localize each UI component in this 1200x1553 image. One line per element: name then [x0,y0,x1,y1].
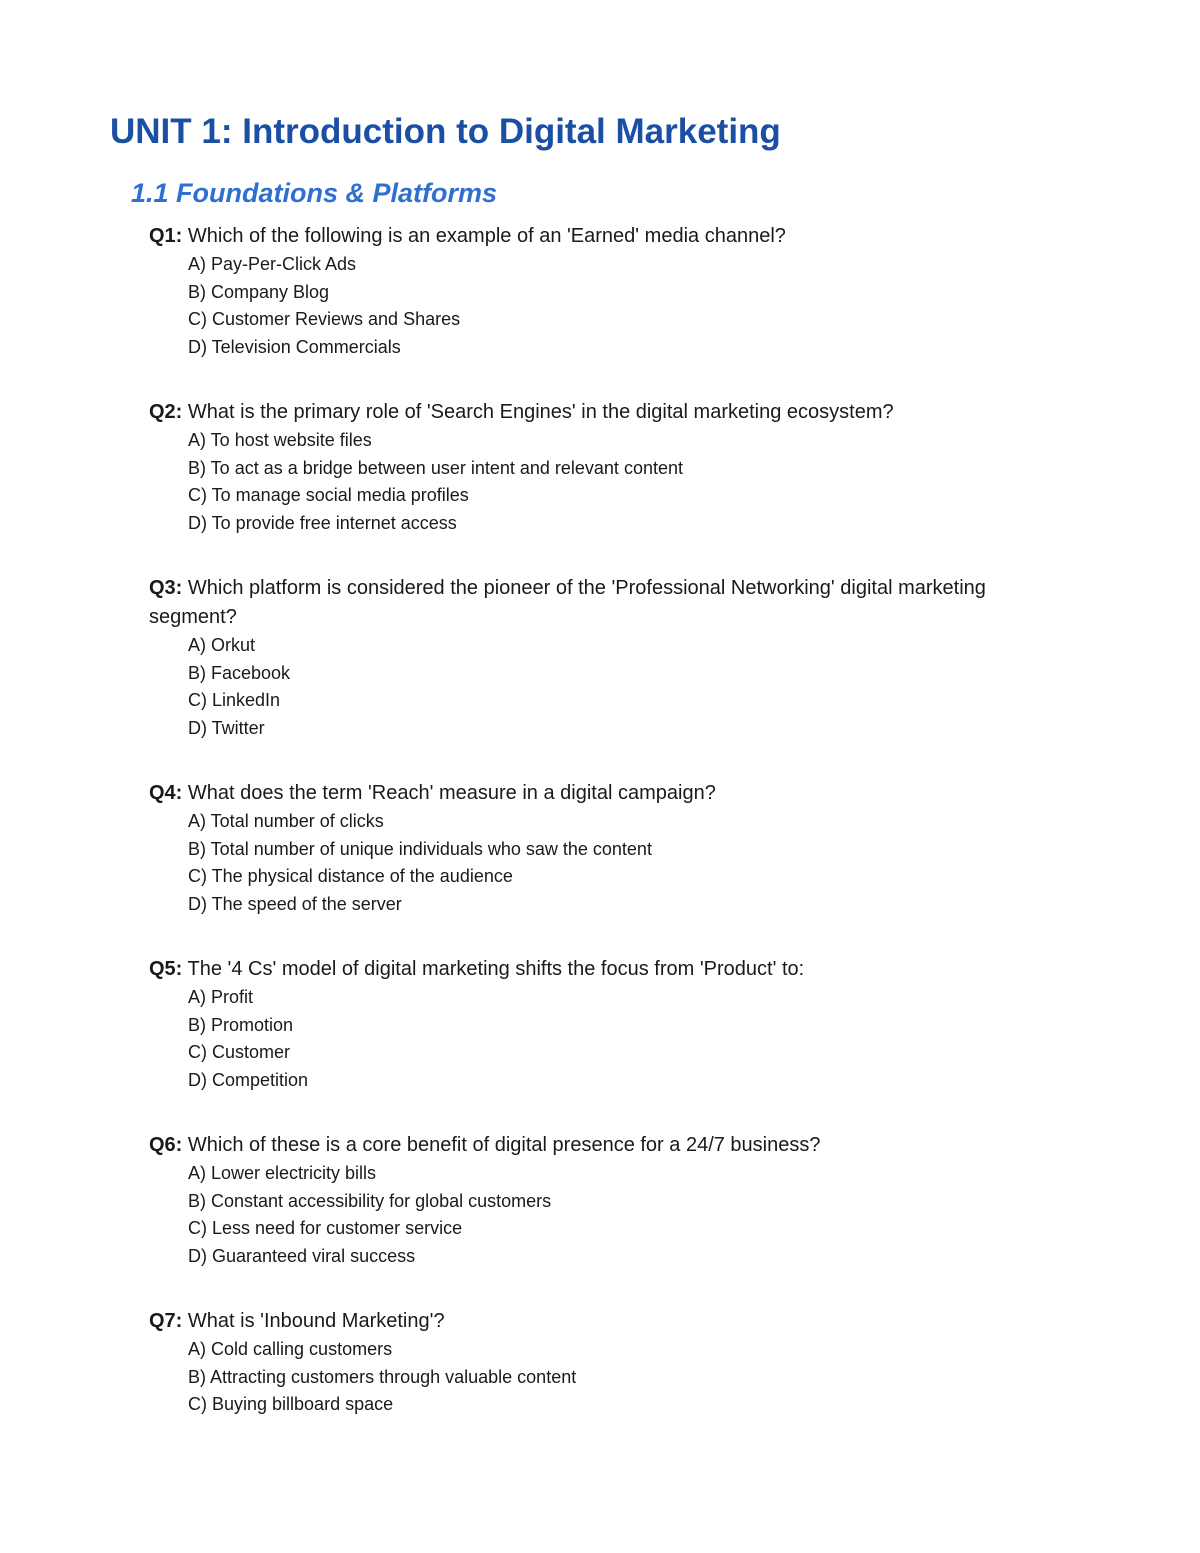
question-block [149,954,1079,1094]
answer-option: C) LinkedIn [188,690,281,710]
section-title: 1.1 Foundations & Platforms [131,178,498,208]
answer-option: A) Total number of clicks [188,811,384,831]
answer-option: D) To provide free internet access [188,512,457,533]
answer-option: C) The physical distance of the audience [188,866,513,886]
question-text [149,573,1079,632]
question-prompt: What is the primary role of 'Search Engines' in the digital marketing ecosystem? [182,401,894,423]
answer-options [149,1336,1079,1419]
answer-option: B) Total number of unique individuals who saw the content [188,838,652,859]
answer-option: C) Less need for customer service [188,1218,463,1238]
answer-options [149,984,1079,1094]
question-block [149,573,1079,742]
question-list [149,221,1079,1455]
answer-options [149,632,1079,742]
question-text [149,954,1079,984]
answer-option: B) Company Blog [188,281,330,302]
question-block [149,397,1079,537]
question-text [149,1130,1079,1160]
answer-option: D) Guaranteed viral success [188,1245,416,1266]
question-number: Q2: [149,401,183,423]
answer-option: B) To act as a bridge between user intent and relevant content [188,457,683,478]
answer-option: A) Pay-Per-Click Ads [188,254,357,274]
question-text [149,1306,1079,1336]
unit-title: UNIT 1: Introduction to Digital Marketing [110,112,781,151]
answer-option: A) Profit [188,987,254,1007]
question-number: Q5: [149,958,183,980]
question-number: Q1: [149,225,183,247]
answer-option: D) Competition [188,1069,309,1090]
answer-option: B) Attracting customers through valuable content [188,1366,577,1387]
answer-options [149,251,1079,361]
question-prompt: Which of the following is an example of an 'Earned' media channel? [182,225,786,247]
answer-option: A) Orkut [188,635,256,655]
question-block [149,221,1079,361]
question-number: Q7: [149,1310,183,1332]
question-prompt: What does the term 'Reach' measure in a digital campaign? [182,782,716,804]
answer-option: C) To manage social media profiles [188,485,469,505]
answer-option: D) Television Commercials [188,336,401,357]
answer-option: B) Constant accessibility for global customers [188,1190,552,1211]
question-number: Q6: [149,1134,183,1156]
question-prompt: The '4 Cs' model of digital marketing shifts the focus from 'Product' to: [182,958,805,980]
answer-option: D) Twitter [188,717,265,738]
question-prompt: Which platform is considered the pioneer of the 'Professional Networking' digital marketing segment? [149,577,986,628]
question-text [149,221,1079,251]
answer-options [149,1160,1079,1270]
answer-option: B) Facebook [188,662,291,683]
question-prompt: What is 'Inbound Marketing'? [182,1310,445,1332]
question-block [149,1130,1079,1270]
answer-option: D) The speed of the server [188,893,402,914]
question-number: Q3: [149,577,183,599]
question-prompt: Which of these is a core benefit of digital presence for a 24/7 business? [182,1134,821,1156]
question-text [149,397,1079,427]
question-number: Q4: [149,782,183,804]
answer-option: C) Customer [188,1042,291,1062]
answer-option: A) Cold calling customers [188,1339,393,1359]
answer-option: C) Customer Reviews and Shares [188,309,461,329]
question-block [149,1306,1079,1419]
answer-options [149,427,1079,537]
answer-option: A) Lower electricity bills [188,1163,377,1183]
answer-options [149,808,1079,918]
answer-option: C) Buying billboard space [188,1394,394,1414]
answer-option: A) To host website files [188,430,372,450]
question-block [149,778,1079,918]
answer-option: B) Promotion [188,1014,294,1035]
question-text [149,778,1079,808]
